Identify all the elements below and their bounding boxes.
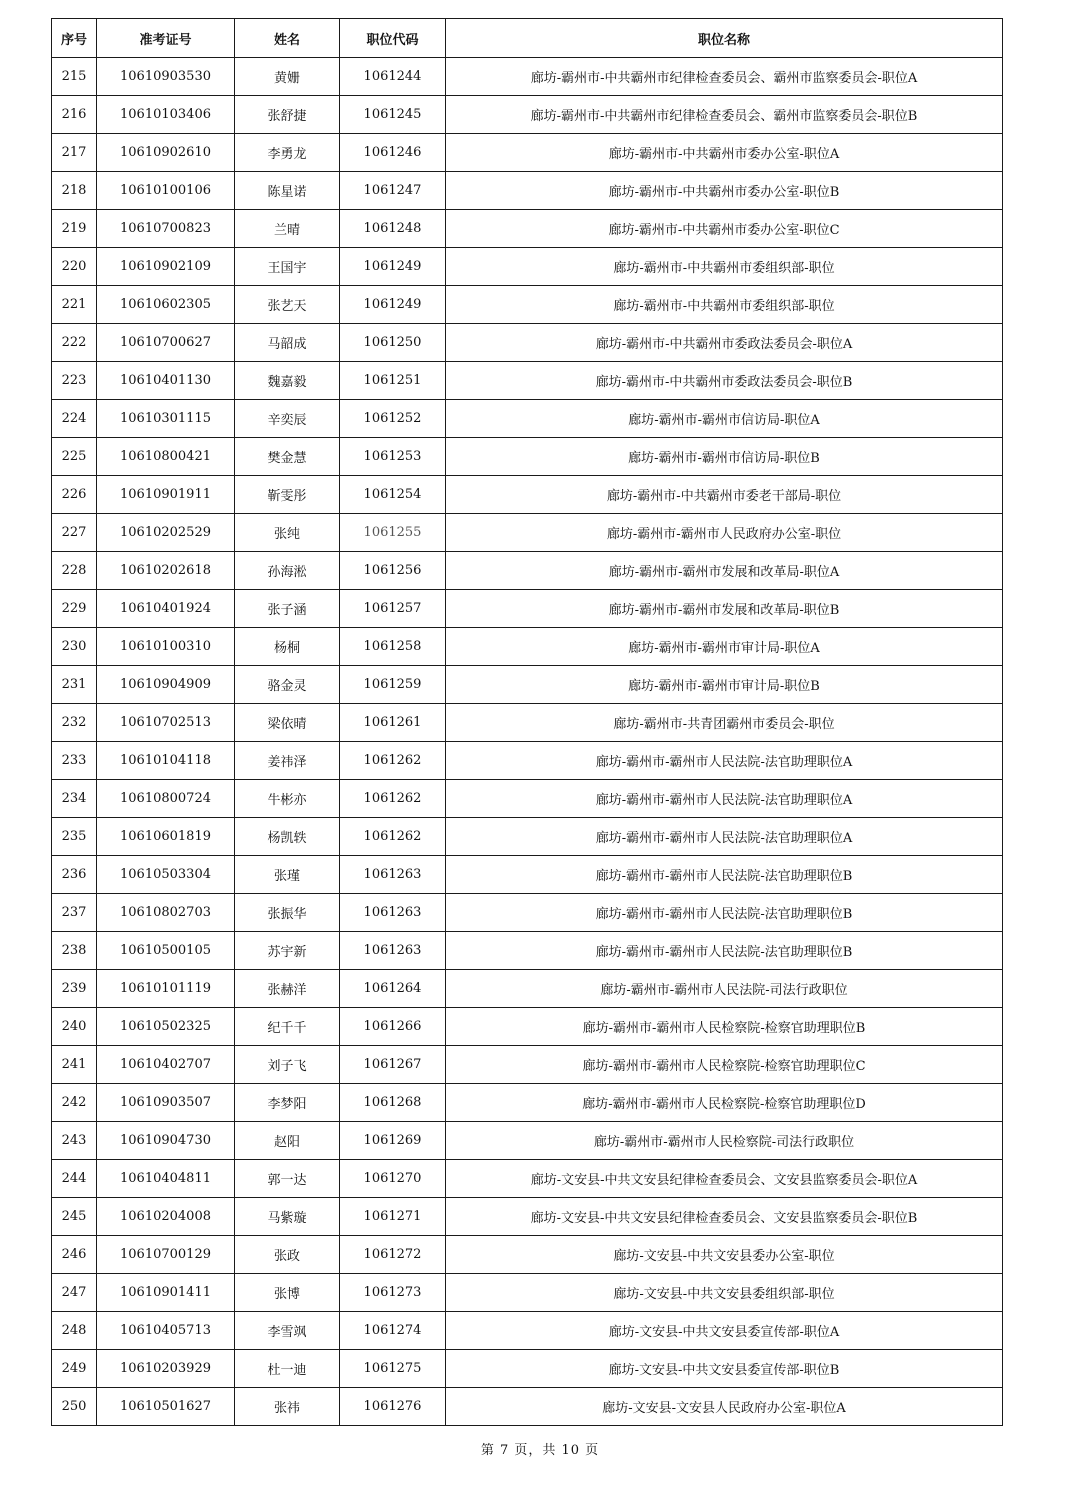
cell-name: 纪千千 bbox=[235, 1008, 340, 1046]
cell-name: 牛彬亦 bbox=[235, 780, 340, 818]
cell-index: 241 bbox=[52, 1046, 97, 1084]
cell-position-name: 廊坊-霸州市-中共霸州市委办公室-职位B bbox=[446, 172, 1003, 210]
cell-index: 244 bbox=[52, 1160, 97, 1198]
cell-position-code: 1061262 bbox=[340, 742, 446, 780]
cell-name: 杜一迪 bbox=[235, 1350, 340, 1388]
cell-index: 226 bbox=[52, 476, 97, 514]
cell-exam-id: 10610202529 bbox=[97, 514, 235, 552]
cell-index: 246 bbox=[52, 1236, 97, 1274]
table-row bbox=[52, 1008, 1003, 1046]
cell-position-code: 1061254 bbox=[340, 476, 446, 514]
cell-exam-id: 10610904730 bbox=[97, 1122, 235, 1160]
table-row bbox=[52, 362, 1003, 400]
cell-index: 224 bbox=[52, 400, 97, 438]
cell-index: 233 bbox=[52, 742, 97, 780]
cell-name: 李勇龙 bbox=[235, 134, 340, 172]
cell-exam-id: 10610100106 bbox=[97, 172, 235, 210]
cell-name: 杨凯轶 bbox=[235, 818, 340, 856]
cell-position-name: 廊坊-霸州市-中共霸州市委组织部-职位 bbox=[446, 248, 1003, 286]
table-row bbox=[52, 590, 1003, 628]
cell-position-code: 1061274 bbox=[340, 1312, 446, 1350]
cell-name: 孙海淞 bbox=[235, 552, 340, 590]
cell-position-name: 廊坊-霸州市-霸州市人民法院-法官助理职位B bbox=[446, 894, 1003, 932]
table-row bbox=[52, 172, 1003, 210]
cell-exam-id: 10610902610 bbox=[97, 134, 235, 172]
cell-position-name: 廊坊-文安县-中共文安县纪律检查委员会、文安县监察委员会-职位A bbox=[446, 1160, 1003, 1198]
cell-exam-id: 10610401130 bbox=[97, 362, 235, 400]
table-row bbox=[52, 742, 1003, 780]
table-row bbox=[52, 400, 1003, 438]
candidate-table bbox=[51, 18, 1003, 1426]
cell-name: 张瑾 bbox=[235, 856, 340, 894]
cell-index: 230 bbox=[52, 628, 97, 666]
cell-position-code: 1061248 bbox=[340, 210, 446, 248]
cell-index: 229 bbox=[52, 590, 97, 628]
cell-exam-id: 10610503304 bbox=[97, 856, 235, 894]
cell-position-code: 1061252 bbox=[340, 400, 446, 438]
cell-position-code: 1061264 bbox=[340, 970, 446, 1008]
cell-position-name: 廊坊-霸州市-中共霸州市纪律检查委员会、霸州市监察委员会-职位A bbox=[446, 58, 1003, 96]
header-exam-id: 准考证号 bbox=[97, 19, 235, 58]
cell-position-name: 廊坊-霸州市-共青团霸州市委员会-职位 bbox=[446, 704, 1003, 742]
cell-index: 250 bbox=[52, 1388, 97, 1426]
cell-position-code: 1061263 bbox=[340, 856, 446, 894]
cell-name: 赵阳 bbox=[235, 1122, 340, 1160]
cell-position-name: 廊坊-霸州市-霸州市人民法院-司法行政职位 bbox=[446, 970, 1003, 1008]
cell-exam-id: 10610104118 bbox=[97, 742, 235, 780]
cell-position-code: 1061273 bbox=[340, 1274, 446, 1312]
table-row bbox=[52, 628, 1003, 666]
cell-position-code: 1061258 bbox=[340, 628, 446, 666]
table-row bbox=[52, 476, 1003, 514]
header-position-name: 职位名称 bbox=[446, 19, 1003, 58]
cell-position-code: 1061246 bbox=[340, 134, 446, 172]
cell-exam-id: 10610901411 bbox=[97, 1274, 235, 1312]
cell-position-code: 1061244 bbox=[340, 58, 446, 96]
cell-position-name: 廊坊-霸州市-霸州市审计局-职位A bbox=[446, 628, 1003, 666]
cell-position-name: 廊坊-霸州市-中共霸州市委政法委员会-职位B bbox=[446, 362, 1003, 400]
cell-index: 237 bbox=[52, 894, 97, 932]
table-row bbox=[52, 818, 1003, 856]
cell-exam-id: 10610700627 bbox=[97, 324, 235, 362]
cell-index: 239 bbox=[52, 970, 97, 1008]
cell-exam-id: 10610800421 bbox=[97, 438, 235, 476]
table-row bbox=[52, 1350, 1003, 1388]
table-row bbox=[52, 1236, 1003, 1274]
cell-index: 227 bbox=[52, 514, 97, 552]
cell-index: 243 bbox=[52, 1122, 97, 1160]
table-row bbox=[52, 1312, 1003, 1350]
cell-position-name: 廊坊-霸州市-霸州市发展和改革局-职位A bbox=[446, 552, 1003, 590]
cell-position-name: 廊坊-文安县-中共文安县委办公室-职位 bbox=[446, 1236, 1003, 1274]
cell-exam-id: 10610405713 bbox=[97, 1312, 235, 1350]
cell-exam-id: 10610202618 bbox=[97, 552, 235, 590]
cell-position-name: 廊坊-霸州市-霸州市人民检察院-司法行政职位 bbox=[446, 1122, 1003, 1160]
cell-index: 247 bbox=[52, 1274, 97, 1312]
cell-exam-id: 10610500105 bbox=[97, 932, 235, 970]
cell-name: 靳雯彤 bbox=[235, 476, 340, 514]
cell-name: 张祎 bbox=[235, 1388, 340, 1426]
table-row bbox=[52, 324, 1003, 362]
header-position-code: 职位代码 bbox=[340, 19, 446, 58]
table-row bbox=[52, 932, 1003, 970]
cell-name: 姜祎泽 bbox=[235, 742, 340, 780]
cell-position-code: 1061267 bbox=[340, 1046, 446, 1084]
cell-exam-id: 10610101119 bbox=[97, 970, 235, 1008]
cell-name: 张振华 bbox=[235, 894, 340, 932]
cell-exam-id: 10610904909 bbox=[97, 666, 235, 704]
table-row bbox=[52, 1122, 1003, 1160]
table-row bbox=[52, 1274, 1003, 1312]
cell-name: 陈星诺 bbox=[235, 172, 340, 210]
cell-position-name: 廊坊-霸州市-霸州市人民法院-法官助理职位B bbox=[446, 932, 1003, 970]
table-row bbox=[52, 1198, 1003, 1236]
cell-index: 245 bbox=[52, 1198, 97, 1236]
cell-position-name: 廊坊-霸州市-中共霸州市委老干部局-职位 bbox=[446, 476, 1003, 514]
cell-name: 李雪飒 bbox=[235, 1312, 340, 1350]
cell-name: 骆金灵 bbox=[235, 666, 340, 704]
table-row bbox=[52, 970, 1003, 1008]
cell-name: 王国宇 bbox=[235, 248, 340, 286]
table-row bbox=[52, 1046, 1003, 1084]
cell-position-code: 1061276 bbox=[340, 1388, 446, 1426]
cell-index: 216 bbox=[52, 96, 97, 134]
cell-exam-id: 10610601819 bbox=[97, 818, 235, 856]
cell-name: 马韶成 bbox=[235, 324, 340, 362]
cell-name: 苏宇新 bbox=[235, 932, 340, 970]
cell-index: 242 bbox=[52, 1084, 97, 1122]
cell-position-name: 廊坊-霸州市-霸州市发展和改革局-职位B bbox=[446, 590, 1003, 628]
cell-position-code: 1061262 bbox=[340, 780, 446, 818]
table-row bbox=[52, 248, 1003, 286]
cell-index: 217 bbox=[52, 134, 97, 172]
cell-name: 樊金慧 bbox=[235, 438, 340, 476]
cell-index: 219 bbox=[52, 210, 97, 248]
cell-name: 张博 bbox=[235, 1274, 340, 1312]
cell-name: 郭一达 bbox=[235, 1160, 340, 1198]
cell-position-name: 廊坊-霸州市-霸州市审计局-职位B bbox=[446, 666, 1003, 704]
table-row bbox=[52, 1160, 1003, 1198]
cell-position-code: 1061262 bbox=[340, 818, 446, 856]
cell-exam-id: 10610103406 bbox=[97, 96, 235, 134]
table-body bbox=[52, 58, 1003, 1426]
cell-index: 231 bbox=[52, 666, 97, 704]
cell-position-code: 1061263 bbox=[340, 894, 446, 932]
cell-exam-id: 10610700823 bbox=[97, 210, 235, 248]
cell-index: 238 bbox=[52, 932, 97, 970]
cell-position-name: 廊坊-霸州市-霸州市人民法院-法官助理职位B bbox=[446, 856, 1003, 894]
cell-name: 张赫洋 bbox=[235, 970, 340, 1008]
table-row bbox=[52, 552, 1003, 590]
cell-exam-id: 10610700129 bbox=[97, 1236, 235, 1274]
cell-position-code: 1061257 bbox=[340, 590, 446, 628]
cell-index: 234 bbox=[52, 780, 97, 818]
cell-name: 魏嘉毅 bbox=[235, 362, 340, 400]
cell-position-code: 1061253 bbox=[340, 438, 446, 476]
table-row bbox=[52, 58, 1003, 96]
cell-position-code: 1061270 bbox=[340, 1160, 446, 1198]
cell-position-name: 廊坊-霸州市-霸州市信访局-职位B bbox=[446, 438, 1003, 476]
cell-exam-id: 10610802703 bbox=[97, 894, 235, 932]
cell-position-name: 廊坊-霸州市-霸州市人民法院-法官助理职位A bbox=[446, 818, 1003, 856]
cell-position-name: 廊坊-文安县-中共文安县纪律检查委员会、文安县监察委员会-职位B bbox=[446, 1198, 1003, 1236]
cell-exam-id: 10610902109 bbox=[97, 248, 235, 286]
cell-position-code: 1061245 bbox=[340, 96, 446, 134]
cell-position-code: 1061268 bbox=[340, 1084, 446, 1122]
cell-position-code: 1061249 bbox=[340, 286, 446, 324]
cell-index: 215 bbox=[52, 58, 97, 96]
cell-exam-id: 10610301115 bbox=[97, 400, 235, 438]
cell-name: 兰晴 bbox=[235, 210, 340, 248]
cell-position-code: 1061247 bbox=[340, 172, 446, 210]
cell-exam-id: 10610203929 bbox=[97, 1350, 235, 1388]
cell-name: 马紫璇 bbox=[235, 1198, 340, 1236]
cell-position-name: 廊坊-霸州市-中共霸州市委组织部-职位 bbox=[446, 286, 1003, 324]
cell-position-code: 1061256 bbox=[340, 552, 446, 590]
cell-name: 张子涵 bbox=[235, 590, 340, 628]
table-row bbox=[52, 1084, 1003, 1122]
cell-position-name: 廊坊-文安县-中共文安县委宣传部-职位B bbox=[446, 1350, 1003, 1388]
cell-position-name: 廊坊-文安县-中共文安县委宣传部-职位A bbox=[446, 1312, 1003, 1350]
cell-position-name: 廊坊-霸州市-中共霸州市委办公室-职位C bbox=[446, 210, 1003, 248]
cell-name: 杨桐 bbox=[235, 628, 340, 666]
cell-exam-id: 10610800724 bbox=[97, 780, 235, 818]
cell-position-name: 廊坊-霸州市-霸州市人民政府办公室-职位 bbox=[446, 514, 1003, 552]
cell-name: 李梦阳 bbox=[235, 1084, 340, 1122]
cell-index: 236 bbox=[52, 856, 97, 894]
cell-exam-id: 10610602305 bbox=[97, 286, 235, 324]
cell-index: 223 bbox=[52, 362, 97, 400]
cell-position-name: 廊坊-文安县-中共文安县委组织部-职位 bbox=[446, 1274, 1003, 1312]
cell-name: 刘子飞 bbox=[235, 1046, 340, 1084]
cell-position-name: 廊坊-霸州市-霸州市人民法院-法官助理职位A bbox=[446, 742, 1003, 780]
table-row bbox=[52, 780, 1003, 818]
cell-exam-id: 10610204008 bbox=[97, 1198, 235, 1236]
cell-position-name: 廊坊-霸州市-霸州市信访局-职位A bbox=[446, 400, 1003, 438]
cell-position-code: 1061250 bbox=[340, 324, 446, 362]
cell-position-name: 廊坊-霸州市-霸州市人民检察院-检察官助理职位B bbox=[446, 1008, 1003, 1046]
table-row bbox=[52, 1388, 1003, 1426]
cell-position-code: 1061272 bbox=[340, 1236, 446, 1274]
table-row bbox=[52, 96, 1003, 134]
table-row bbox=[52, 514, 1003, 552]
cell-position-name: 廊坊-霸州市-中共霸州市委办公室-职位A bbox=[446, 134, 1003, 172]
cell-name: 辛奕辰 bbox=[235, 400, 340, 438]
cell-index: 220 bbox=[52, 248, 97, 286]
table-header-row bbox=[52, 19, 1003, 58]
page-number: 第 7 页，共 10 页 bbox=[480, 1443, 600, 1458]
cell-exam-id: 10610404811 bbox=[97, 1160, 235, 1198]
cell-position-code: 1061263 bbox=[340, 932, 446, 970]
cell-position-code: 1061255 bbox=[340, 514, 446, 552]
table-row bbox=[52, 894, 1003, 932]
table-row bbox=[52, 704, 1003, 742]
cell-position-code: 1061271 bbox=[340, 1198, 446, 1236]
table-row bbox=[52, 210, 1003, 248]
cell-position-name: 廊坊-霸州市-中共霸州市委政法委员会-职位A bbox=[446, 324, 1003, 362]
cell-position-name: 廊坊-霸州市-霸州市人民检察院-检察官助理职位C bbox=[446, 1046, 1003, 1084]
cell-exam-id: 10610501627 bbox=[97, 1388, 235, 1426]
cell-position-name: 廊坊-文安县-文安县人民政府办公室-职位A bbox=[446, 1388, 1003, 1426]
cell-index: 240 bbox=[52, 1008, 97, 1046]
cell-exam-id: 10610100310 bbox=[97, 628, 235, 666]
cell-position-code: 1061275 bbox=[340, 1350, 446, 1388]
cell-exam-id: 10610903530 bbox=[97, 58, 235, 96]
cell-index: 228 bbox=[52, 552, 97, 590]
cell-exam-id: 10610502325 bbox=[97, 1008, 235, 1046]
table-row bbox=[52, 438, 1003, 476]
cell-index: 222 bbox=[52, 324, 97, 362]
cell-index: 248 bbox=[52, 1312, 97, 1350]
cell-name: 张舒捷 bbox=[235, 96, 340, 134]
header-index: 序号 bbox=[52, 19, 97, 58]
table-row bbox=[52, 134, 1003, 172]
cell-exam-id: 10610401924 bbox=[97, 590, 235, 628]
cell-exam-id: 10610702513 bbox=[97, 704, 235, 742]
cell-index: 221 bbox=[52, 286, 97, 324]
cell-exam-id: 10610901911 bbox=[97, 476, 235, 514]
cell-position-code: 1061259 bbox=[340, 666, 446, 704]
cell-position-code: 1061249 bbox=[340, 248, 446, 286]
cell-exam-id: 10610903507 bbox=[97, 1084, 235, 1122]
cell-index: 232 bbox=[52, 704, 97, 742]
cell-position-code: 1061261 bbox=[340, 704, 446, 742]
cell-name: 张艺天 bbox=[235, 286, 340, 324]
cell-position-name: 廊坊-霸州市-霸州市人民检察院-检察官助理职位D bbox=[446, 1084, 1003, 1122]
cell-name: 张政 bbox=[235, 1236, 340, 1274]
table-row bbox=[52, 286, 1003, 324]
cell-exam-id: 10610402707 bbox=[97, 1046, 235, 1084]
cell-index: 218 bbox=[52, 172, 97, 210]
cell-name: 梁依晴 bbox=[235, 704, 340, 742]
cell-index: 235 bbox=[52, 818, 97, 856]
header-name: 姓名 bbox=[235, 19, 340, 58]
table-row bbox=[52, 666, 1003, 704]
cell-position-name: 廊坊-霸州市-中共霸州市纪律检查委员会、霸州市监察委员会-职位B bbox=[446, 96, 1003, 134]
cell-name: 张纯 bbox=[235, 514, 340, 552]
cell-position-code: 1061266 bbox=[340, 1008, 446, 1046]
cell-name: 黄姗 bbox=[235, 58, 340, 96]
cell-index: 249 bbox=[52, 1350, 97, 1388]
cell-position-code: 1061251 bbox=[340, 362, 446, 400]
table-row bbox=[52, 856, 1003, 894]
cell-position-code: 1061269 bbox=[340, 1122, 446, 1160]
cell-position-name: 廊坊-霸州市-霸州市人民法院-法官助理职位A bbox=[446, 780, 1003, 818]
cell-index: 225 bbox=[52, 438, 97, 476]
